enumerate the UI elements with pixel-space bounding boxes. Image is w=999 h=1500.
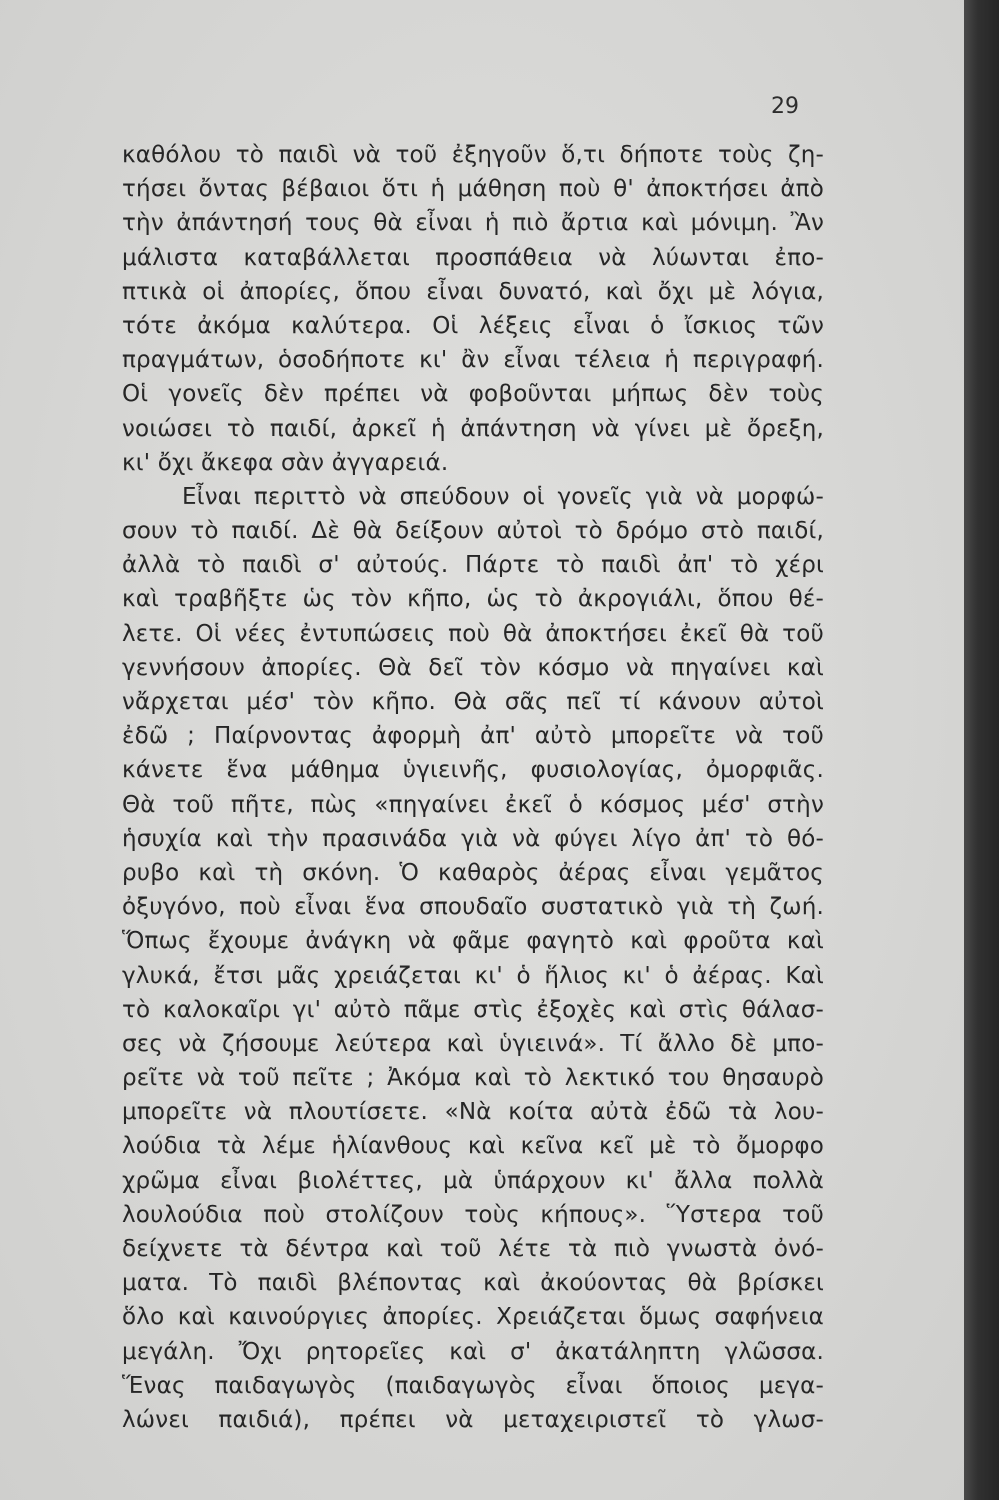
text-line: καθόλου τὸ παιδὶ νὰ τοῦ ἐξηγοῦν ὅ,τι δήποτε τοὺς ζη-	[122, 142, 824, 168]
text-line: σες νὰ ζήσουμε λεύτερα καὶ ὑγιεινά». Τί ἄλλο δὲ μπο-	[122, 1030, 824, 1057]
text-line: λούδια τὰ λέμε ἡλίανθους καὶ κεῖνα κεῖ μὲ τὸ ὄμορφο	[122, 1133, 824, 1160]
text-line: νοιώσει τὸ παιδί, ἀρκεῖ ἡ ἀπάντηση νὰ γίνει μὲ ὄρεξη,	[122, 415, 824, 442]
text-line: ἐδῶ ; Παίρνοντας ἀφορμὴ ἀπ' αὐτὸ μπορεῖτε νὰ τοῦ	[122, 723, 824, 750]
text-line: νἄρχεται μέσ' τὸν κῆπο. Θὰ σᾶς πεῖ τί κάνουν αὐτοὶ	[122, 689, 824, 715]
paragraph-start-line: Εἶναι περιττὸ νὰ σπεύδουν οἱ γονεῖς γιὰ νὰ μορφώ-	[182, 483, 824, 510]
text-line: δείχνετε τὰ δέντρα καὶ τοῦ λέτε τὰ πιὸ γνωστὰ ὀνό-	[122, 1236, 824, 1262]
text-line: τότε ἀκόμα καλύτερα. Οἱ λέξεις εἶναι ὁ ἴσκιος τῶν	[122, 312, 824, 339]
paragraph-end-line: κι' ὄχι ἄκεφα σὰν ἀγγαρειά.	[122, 449, 449, 476]
text-line: ἀλλὰ τὸ παιδὶ σ' αὐτούς. Πάρτε τὸ παιδὶ ἀπ' τὸ χέρι	[122, 552, 824, 579]
text-line: λετε. Οἱ νέες ἐντυπώσεις ποὺ θὰ ἀποκτήσει ἐκεῖ θὰ τοῦ	[122, 620, 824, 647]
text-line: λώνει παιδιά), πρέπει νὰ μεταχειριστεῖ τὸ γλωσ-	[122, 1406, 824, 1433]
text-line: ρεῖτε νὰ τοῦ πεῖτε ; Ἀκόμα καὶ τὸ λεκτικό του θησαυρὸ	[122, 1065, 824, 1092]
text-line: τὸ καλοκαῖρι γι' αὐτὸ πᾶμε στὶς ἐξοχὲς καὶ στὶς θάλασ-	[122, 996, 824, 1023]
text-line: ματα. Τὸ παιδὶ βλέποντας καὶ ἀκούοντας θὰ βρίσκει	[122, 1270, 824, 1297]
body-text	[122, 138, 824, 1437]
text-line: ἡσυχία καὶ τὴν πρασινάδα γιὰ νὰ φύγει λίγο ἀπ' τὸ θό-	[122, 825, 824, 852]
text-line: σουν τὸ παιδί. Δὲ θὰ δείξουν αὐτοὶ τὸ δρόμο στὸ παιδί,	[122, 518, 824, 545]
text-line: ὀξυγόνο, ποὺ εἶναι ἕνα σπουδαῖο συστατικὸ γιὰ τὴ ζωή.	[122, 894, 824, 921]
page-edge-shadow	[964, 0, 999, 1500]
text-line: Ἕνας παιδαγωγὸς (παιδαγωγὸς εἶναι ὅποιος μεγα-	[122, 1372, 824, 1399]
text-line: ρυβο καὶ τὴ σκόνη. Ὁ καθαρὸς ἀέρας εἶναι γεμᾶτος	[122, 859, 824, 886]
text-line: τήσει ὄντας βέβαιοι ὅτι ἡ μάθηση ποὺ θ' ἀποκτήσει ἀπὸ	[122, 176, 824, 203]
text-line: Ὅπως ἔχουμε ἀνάγκη νὰ φᾶμε φαγητὸ καὶ φροῦτα καὶ	[122, 928, 824, 955]
text-line: τὴν ἀπάντησή τους θὰ εἶναι ἡ πιὸ ἄρτια καὶ μόνιμη. Ἂν	[122, 210, 824, 237]
text-line: Οἱ γονεῖς δὲν πρέπει νὰ φοβοῦνται μήπως δὲν τοὺς	[122, 381, 824, 408]
text-line: χρῶμα εἶναι βιολέττες, μὰ ὑπάρχουν κι' ἄλλα πολλὰ	[122, 1167, 824, 1194]
text-line: πραγμάτων, ὁσοδήποτε κι' ἂν εἶναι τέλεια ἡ περιγραφή.	[122, 347, 824, 374]
text-line: γεννήσουν ἀπορίες. Θὰ δεῖ τὸν κόσμο νὰ πηγαίνει καὶ	[122, 654, 824, 681]
text-line: λουλούδια ποὺ στολίζουν τοὺς κήπους». Ὕστερα τοῦ	[122, 1201, 824, 1228]
text-line: καὶ τραβῆξτε ὡς τὸν κῆπο, ὡς τὸ ἀκρογιάλι, ὅπου θέ-	[122, 586, 824, 613]
text-line: γλυκά, ἔτσι μᾶς χρειάζεται κι' ὁ ἥλιος κι' ὁ ἀέρας. Καὶ	[122, 962, 824, 989]
text-line: πτικὰ οἱ ἀπορίες, ὅπου εἶναι δυνατό, καὶ ὄχι μὲ λόγια,	[122, 278, 824, 305]
text-line: μεγάλη. Ὄχι ρητορεῖες καὶ σ' ἀκατάληπτη γλῶσσα.	[122, 1338, 824, 1365]
text-line: κάνετε ἕνα μάθημα ὑγιεινῆς, φυσιολογίας, ὀμορφιᾶς.	[122, 757, 824, 784]
text-line: μπορεῖτε νὰ πλουτίσετε. «Νὰ κοίτα αὐτὰ ἐδῶ τὰ λου-	[122, 1099, 824, 1126]
text-line: μάλιστα καταβάλλεται προσπάθεια νὰ λύωνται ἐπο-	[122, 244, 824, 271]
text-line: Θὰ τοῦ πῆτε, πὼς «πηγαίνει ἐκεῖ ὁ κόσμος μέσ' στὴν	[122, 791, 824, 818]
page-number: 29	[771, 94, 799, 119]
text-line: ὅλο καὶ καινούργιες ἀπορίες. Χρειάζεται ὅμως σαφήνεια	[122, 1304, 824, 1331]
